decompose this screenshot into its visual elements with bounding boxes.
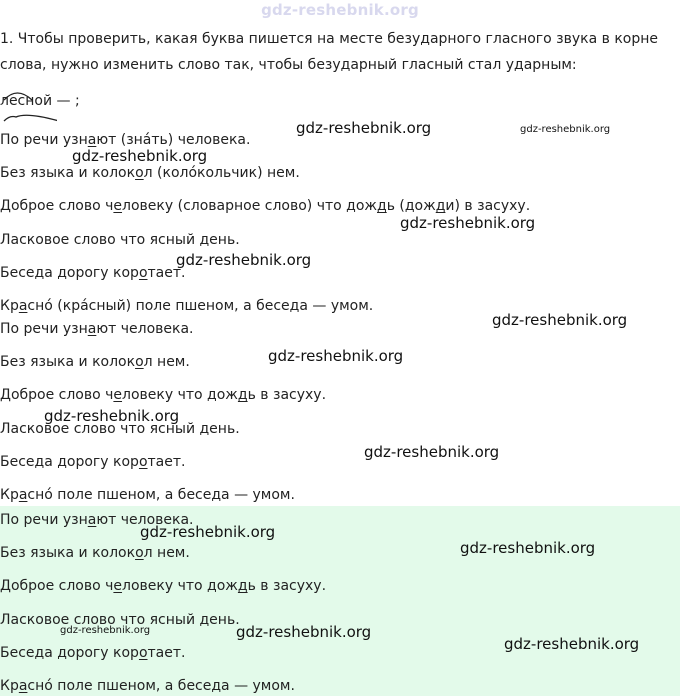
- watermark: gdz-reshebnik.org: [400, 214, 536, 232]
- watermark: gdz-reshebnik.org: [44, 407, 180, 425]
- block3-row-6: Красно́ поле пшеном, а беседа — умом.: [0, 678, 295, 694]
- watermark: gdz-reshebnik.org: [268, 347, 404, 365]
- block2-row-1: По речи узнают человека.: [0, 321, 194, 337]
- block1-row-3: Доброе слово человеку (словарное слово) что дождь (дожди) в засуху.: [0, 198, 531, 214]
- watermark: gdz-reshebnik.org: [492, 311, 628, 329]
- watermark: gdz-reshebnik.org: [296, 119, 432, 137]
- block1-row-5: Беседа дорогу коротает.: [0, 265, 186, 281]
- watermark: gdz-reshebnik.org: [176, 251, 312, 269]
- block2-row-6: Красно́ поле пшеном, а беседа — умом.: [0, 487, 295, 503]
- block3-row-4: Ласковое слово что ясный день.: [0, 612, 240, 628]
- watermark: gdz-reshebnik.org: [460, 539, 596, 557]
- example-suffix: ной — ;: [25, 93, 80, 109]
- header-watermark: gdz-reshebnik.org: [261, 1, 419, 19]
- answer-panel: [0, 506, 680, 696]
- block3-row-1: По речи узнают человека.: [0, 512, 194, 528]
- watermark: gdz-reshebnik.org: [140, 523, 276, 541]
- watermark: gdz-reshebnik.org: [520, 124, 611, 135]
- block2-row-5: Беседа дорогу коротает.: [0, 454, 186, 470]
- example-root: лес: [0, 93, 26, 109]
- block2-row-3: Доброе слово человеку что дождь в засуху.: [0, 387, 327, 403]
- watermark: gdz-reshebnik.org: [504, 635, 640, 653]
- block1-row-4: Ласковое слово что ясный день.: [0, 232, 240, 248]
- watermark: gdz-reshebnik.org: [60, 625, 151, 636]
- task-line-2: слова, нужно изменить слово так, чтобы безударный гласный стал ударным:: [0, 57, 577, 73]
- task-line-1: 1. Чтобы проверить, какая буква пишется на месте безударного гласного звука в корне: [0, 31, 659, 47]
- block1-row-6: Красно́ (кра́сный) поле пшеном, а беседа — умом.: [0, 298, 374, 314]
- example-word: [0, 93, 80, 110]
- watermark: gdz-reshebnik.org: [236, 623, 372, 641]
- block1-row-1: По речи узнают (зна́ть) человека.: [0, 132, 251, 148]
- block1-row-2: Без языка и колокол (коло́кольчик) нем.: [0, 165, 300, 181]
- block3-row-2: Без языка и колокол нем.: [0, 545, 190, 561]
- watermark: gdz-reshebnik.org: [72, 147, 208, 165]
- block2-row-2: Без языка и колокол нем.: [0, 354, 190, 370]
- block3-row-3: Доброе слово человеку что дождь в засуху.: [0, 578, 327, 594]
- watermark: gdz-reshebnik.org: [364, 443, 500, 461]
- block2-row-4: Ласковое слово что ясный день.: [0, 421, 240, 437]
- block3-row-5: Беседа дорогу коротает.: [0, 645, 186, 661]
